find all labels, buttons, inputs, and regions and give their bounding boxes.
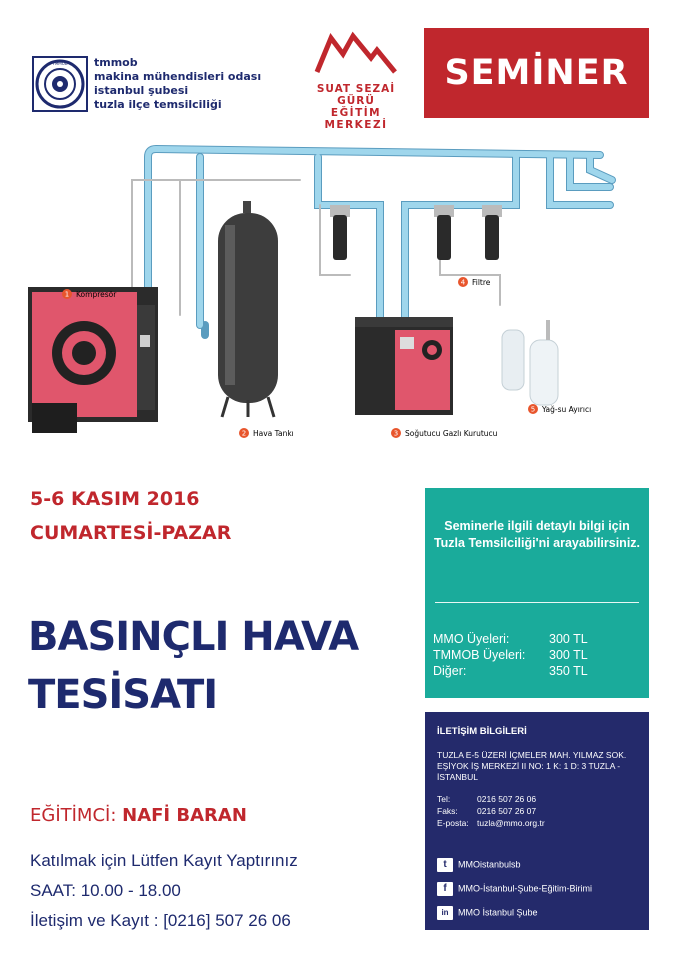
fax-number: 0216 507 26 07 (477, 806, 537, 816)
contact-box (425, 712, 649, 930)
phone-label: Tel: (437, 794, 451, 804)
contact-phone-line: İletişim ve Kayıt : [0216] 507 26 06 (30, 911, 291, 930)
seminar-badge: SEMİNER (424, 28, 649, 118)
fax-label: Faks: (437, 806, 458, 816)
refrigerant-dryer (355, 317, 453, 415)
label-filter: Filtre (472, 278, 491, 287)
label-compressor: Kompresör (76, 290, 117, 299)
label-number: 5 (530, 405, 536, 414)
price-label: MMO Üyeleri: (433, 632, 510, 646)
air-tank (218, 201, 278, 417)
filter-units (330, 205, 502, 260)
email-label: E-posta: (437, 818, 469, 828)
compressor-unit (28, 287, 158, 433)
divider (435, 602, 639, 603)
twitter-icon: t (437, 858, 453, 872)
email-link[interactable]: tuzla@mmo.org.tr (477, 818, 545, 828)
pipe-network (132, 149, 612, 335)
price-value: 300 TL (549, 648, 588, 662)
social-twitter[interactable] (437, 858, 521, 872)
price-label: TMMOB Üyeleri: (433, 648, 526, 662)
info-text: Seminerle ilgili detaylı bilgi için Tuzla Temsilciliği'ni arayabilirsiniz. (433, 519, 641, 550)
event-time: SAAT: 10.00 - 18.00 (30, 881, 181, 900)
center-name: SUAT SEZAİ GÜRÜ (316, 83, 396, 107)
event-days: CUMARTESİ-PAZAR (30, 522, 232, 544)
organization-name (94, 56, 261, 112)
fax-row (437, 806, 536, 816)
trainer (30, 805, 247, 826)
logo-text: TMMOB (52, 61, 68, 66)
social-text: MMOistanbulsb (458, 859, 521, 870)
label-number: 4 (460, 278, 466, 287)
contact-title: İLETİŞİM BİLGİLERİ (437, 726, 527, 737)
price-row (433, 664, 588, 678)
register-note: Katılmak için Lütfen Kayıt Yaptırınız (30, 851, 298, 870)
price-row (433, 648, 588, 662)
training-center-logo (300, 28, 412, 131)
trainer-label: EĞİTİMCİ: (30, 805, 117, 826)
linkedin-icon: in (437, 906, 453, 920)
price-label: Diğer: (433, 664, 467, 678)
center-subtitle: EĞİTİM MERKEZİ (324, 107, 388, 131)
social-linkedin[interactable] (437, 906, 538, 920)
email-row (437, 818, 545, 828)
event-date: 5-6 KASIM 2016 (30, 488, 200, 510)
label-separator: Yağ-su Ayırıcı (542, 405, 592, 414)
label-air-tank: Hava Tankı (253, 429, 294, 438)
price-value: 300 TL (549, 632, 588, 646)
social-text: MMO İstanbul Şube (458, 907, 538, 918)
event-title-line1: BASINÇLI HAVA (28, 614, 359, 660)
oil-water-separator (502, 320, 558, 405)
event-title-line2: TESİSATI (28, 672, 218, 718)
social-text: MMO-İstanbul-Şube-Eğitim-Birimi (458, 883, 593, 894)
facebook-icon: f (437, 882, 453, 896)
org-line: makina mühendisleri odası (94, 70, 262, 83)
org-line: tmmob (94, 56, 138, 69)
phone-number: 0216 507 26 06 (477, 794, 537, 804)
label-number: 1 (64, 290, 70, 299)
trainer-name: NAFİ BARAN (122, 805, 247, 826)
tmmob-logo-icon (32, 56, 88, 112)
price-value: 350 TL (549, 664, 588, 678)
address: TUZLA E-5 ÜZERİ İÇMELER MAH. YILMAZ SOK. EŞİYOK İŞ MERKEZİ II NO: 1 K: 1 D: 3 TUZLA - İSTANBUL (437, 750, 627, 782)
label-number: 2 (241, 429, 247, 438)
label-number: 3 (393, 429, 399, 438)
price-row (433, 632, 588, 646)
ssg-mountain-icon (313, 28, 399, 76)
social-facebook[interactable] (437, 882, 592, 896)
label-dryer: Soğutucu Gazlı Kurutucu (405, 429, 498, 438)
compressed-air-diagram (0, 135, 678, 455)
org-line: istanbul şubesi (94, 84, 189, 97)
phone-row (437, 794, 536, 804)
info-box (425, 488, 649, 698)
org-line: tuzla ilçe temsilciliği (94, 98, 222, 111)
